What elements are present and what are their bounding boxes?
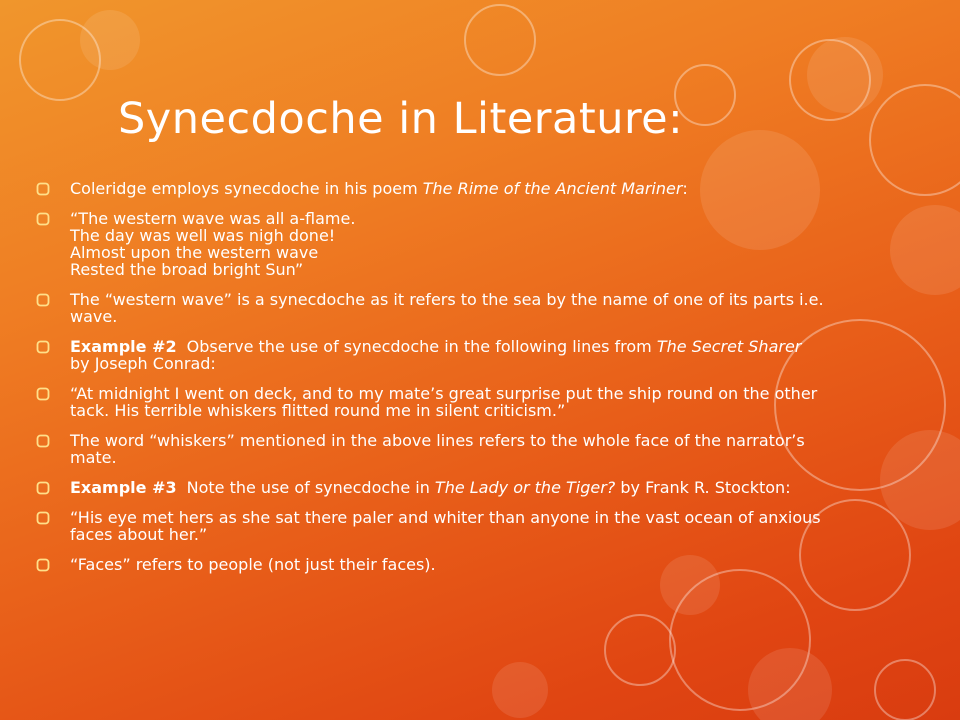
quote-line: The day was well was nigh done! bbox=[70, 226, 336, 245]
item-text: Coleridge employs synecdoche in his poem bbox=[70, 179, 423, 198]
slide-title: Synecdoche in Literature: bbox=[118, 94, 684, 144]
bullet-list bbox=[36, 180, 826, 586]
item-text-end: by Frank R. Stockton: bbox=[615, 478, 791, 497]
list-item bbox=[36, 556, 826, 573]
list-item bbox=[36, 180, 826, 197]
list-item bbox=[36, 509, 826, 543]
hollow-square-bullet-icon bbox=[36, 481, 50, 495]
hollow-square-bullet-icon bbox=[36, 387, 50, 401]
item-text: Note the use of synecdoche in bbox=[186, 478, 435, 497]
item-text: “His eye met hers as she sat there paler and whiter than anyone in the vast ocean of anxious faces about her.” bbox=[70, 508, 821, 544]
example-label: Example #2 bbox=[70, 337, 177, 356]
item-text: The word “whiskers” mentioned in the above lines refers to the whole face of the narrator’s mate. bbox=[70, 431, 805, 467]
work-title: The Secret Sharer bbox=[656, 337, 802, 356]
work-title: The Lady or the Tiger? bbox=[434, 478, 616, 497]
hollow-square-bullet-icon bbox=[36, 434, 50, 448]
quote-line: “The western wave was all a-flame. bbox=[70, 209, 356, 228]
list-item bbox=[36, 291, 826, 325]
item-text: “Faces” refers to people (not just their faces). bbox=[70, 555, 436, 574]
quote-line: Almost upon the western wave bbox=[70, 243, 319, 262]
poem-title: The Rime of the Ancient Mariner bbox=[422, 179, 683, 198]
hollow-square-bullet-icon bbox=[36, 293, 50, 307]
item-text-end: by Joseph Conrad: bbox=[70, 354, 216, 373]
list-item bbox=[36, 338, 826, 372]
list-item bbox=[36, 432, 826, 466]
list-item bbox=[36, 385, 826, 419]
item-text: The “western wave” is a synecdoche as it refers to the sea by the name of one of its parts i.e. wave. bbox=[70, 290, 824, 326]
hollow-square-bullet-icon bbox=[36, 558, 50, 572]
hollow-square-bullet-icon bbox=[36, 212, 50, 226]
hollow-square-bullet-icon bbox=[36, 182, 50, 196]
list-item bbox=[36, 210, 826, 278]
list-item bbox=[36, 479, 826, 496]
item-text: Observe the use of synecdoche in the following lines from bbox=[186, 337, 657, 356]
hollow-square-bullet-icon bbox=[36, 340, 50, 354]
example-label: Example #3 bbox=[70, 478, 177, 497]
hollow-square-bullet-icon bbox=[36, 511, 50, 525]
item-text-end: : bbox=[682, 179, 688, 198]
quote-line: Rested the broad bright Sun” bbox=[70, 260, 304, 279]
item-text: “At midnight I went on deck, and to my mate’s great surprise put the ship round on the other tack. His terrible whiskers flitted round me in silent criticism.” bbox=[70, 384, 818, 420]
